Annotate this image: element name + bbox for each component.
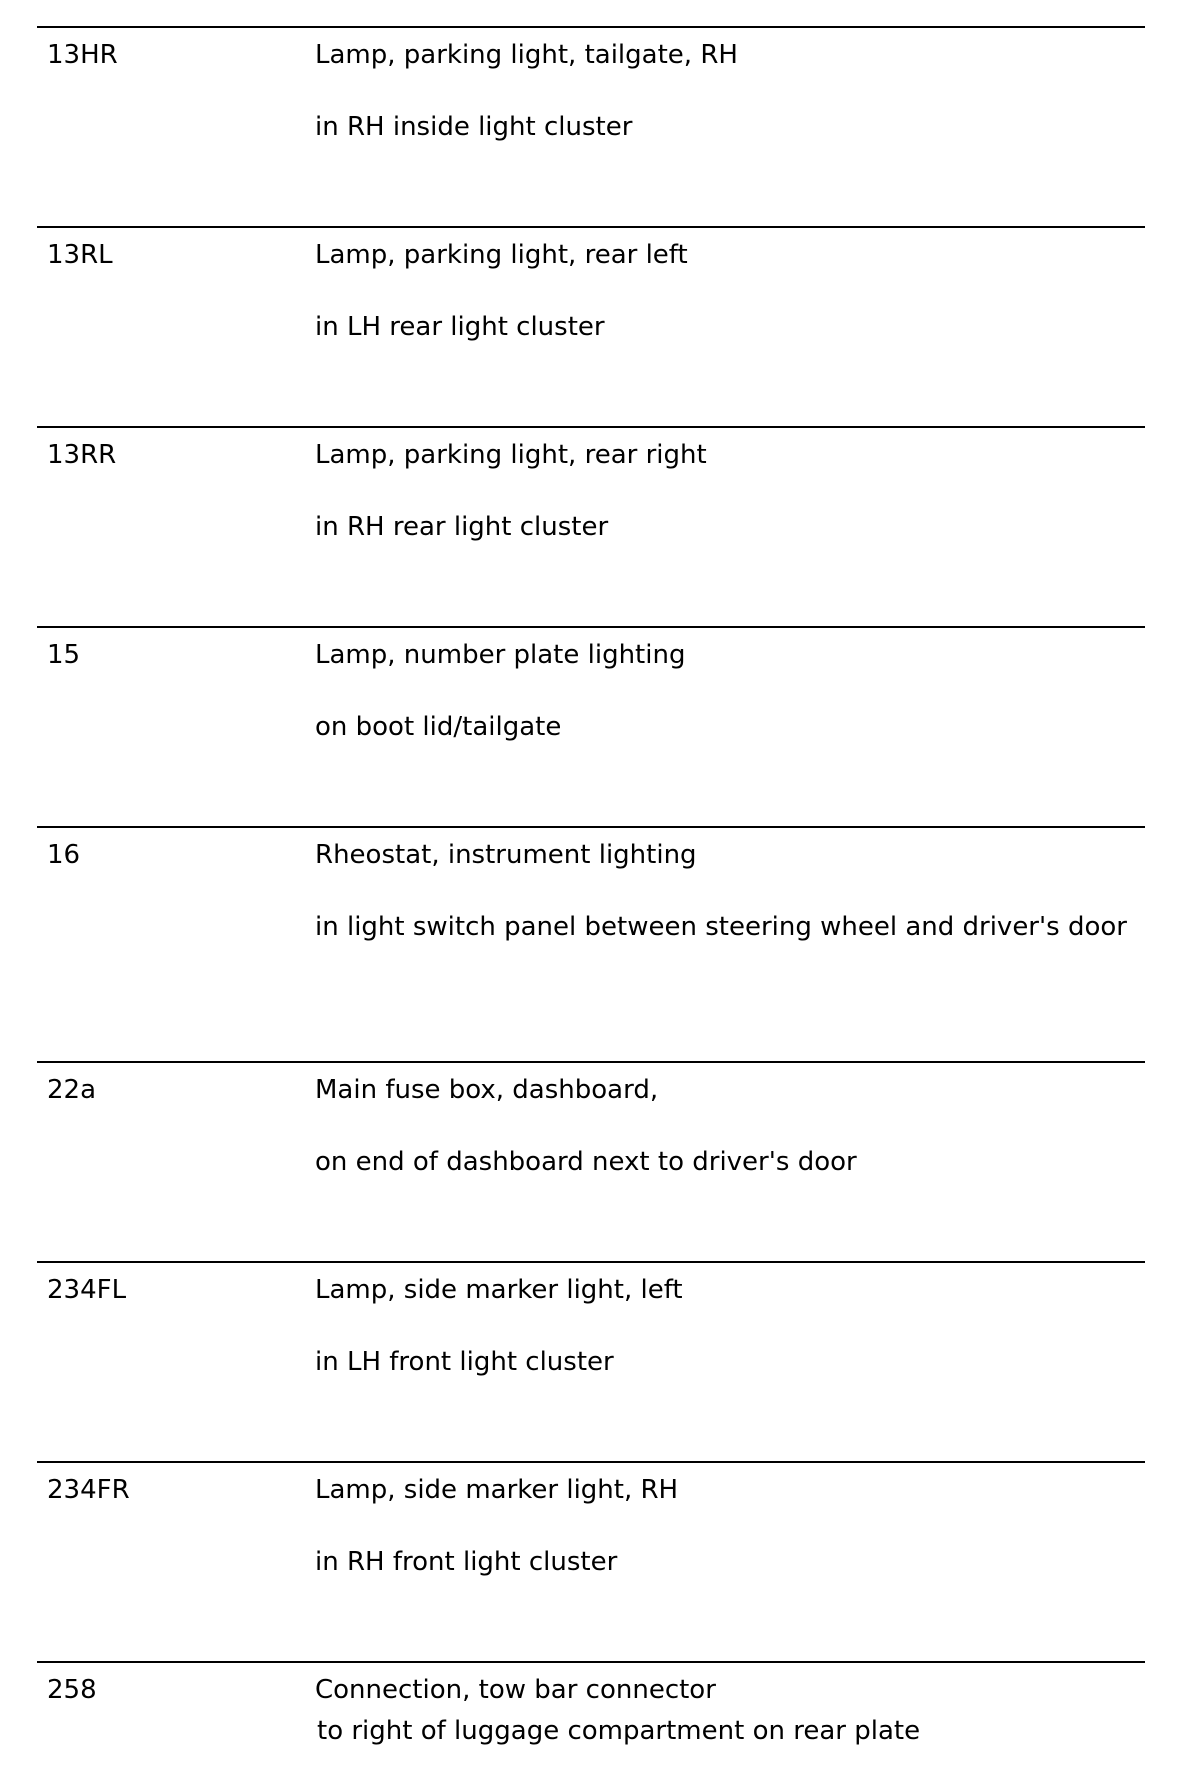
component-description <box>315 1073 1135 1179</box>
component-title: Rheostat, instrument lighting <box>315 840 697 870</box>
component-description <box>315 238 1135 344</box>
component-code: 16 <box>47 840 81 870</box>
component-description <box>315 838 1135 944</box>
component-location: in RH inside light cluster <box>315 112 633 142</box>
table-row <box>37 826 1145 1061</box>
component-location: to right of luggage compartment on rear plate <box>317 1716 921 1746</box>
component-code: 22a <box>47 1075 97 1105</box>
component-description <box>315 1273 1135 1379</box>
component-title: Lamp, parking light, rear right <box>315 440 707 470</box>
component-title: Main fuse box, dashboard, <box>315 1075 659 1105</box>
table-row <box>37 226 1145 426</box>
component-code: 13RR <box>47 440 117 470</box>
table-row <box>37 1261 1145 1461</box>
component-code: 234FL <box>47 1275 127 1305</box>
component-description <box>315 438 1135 544</box>
component-description <box>315 638 1135 744</box>
table-row <box>37 1061 1145 1261</box>
component-code: 234FR <box>47 1475 130 1505</box>
table-row <box>37 626 1145 826</box>
component-code: 258 <box>47 1675 97 1705</box>
table-row <box>37 1661 1145 1771</box>
component-location: in LH front light cluster <box>315 1347 614 1377</box>
component-title: Lamp, side marker light, RH <box>315 1475 679 1505</box>
component-title: Lamp, side marker light, left <box>315 1275 683 1305</box>
component-location: in RH rear light cluster <box>315 512 609 542</box>
component-location: in LH rear light cluster <box>315 312 605 342</box>
component-title: Connection, tow bar connector <box>315 1675 716 1705</box>
component-code: 15 <box>47 640 81 670</box>
table-row <box>37 426 1145 626</box>
table-row <box>37 26 1145 226</box>
component-location: on boot lid/tailgate <box>315 712 562 742</box>
component-description <box>315 1473 1135 1579</box>
component-title: Lamp, parking light, tailgate, RH <box>315 40 738 70</box>
component-location: in RH front light cluster <box>315 1547 618 1577</box>
component-description <box>315 38 1135 144</box>
component-code: 13HR <box>47 40 118 70</box>
component-table <box>37 26 1145 1771</box>
table-row <box>37 1461 1145 1661</box>
component-description <box>315 1673 1135 1748</box>
component-location: on end of dashboard next to driver's door <box>315 1147 857 1177</box>
component-title: Lamp, parking light, rear left <box>315 240 688 270</box>
component-title: Lamp, number plate lighting <box>315 640 686 670</box>
component-location: in light switch panel between steering wheel and driver's door <box>315 912 1127 942</box>
component-code: 13RL <box>47 240 113 270</box>
